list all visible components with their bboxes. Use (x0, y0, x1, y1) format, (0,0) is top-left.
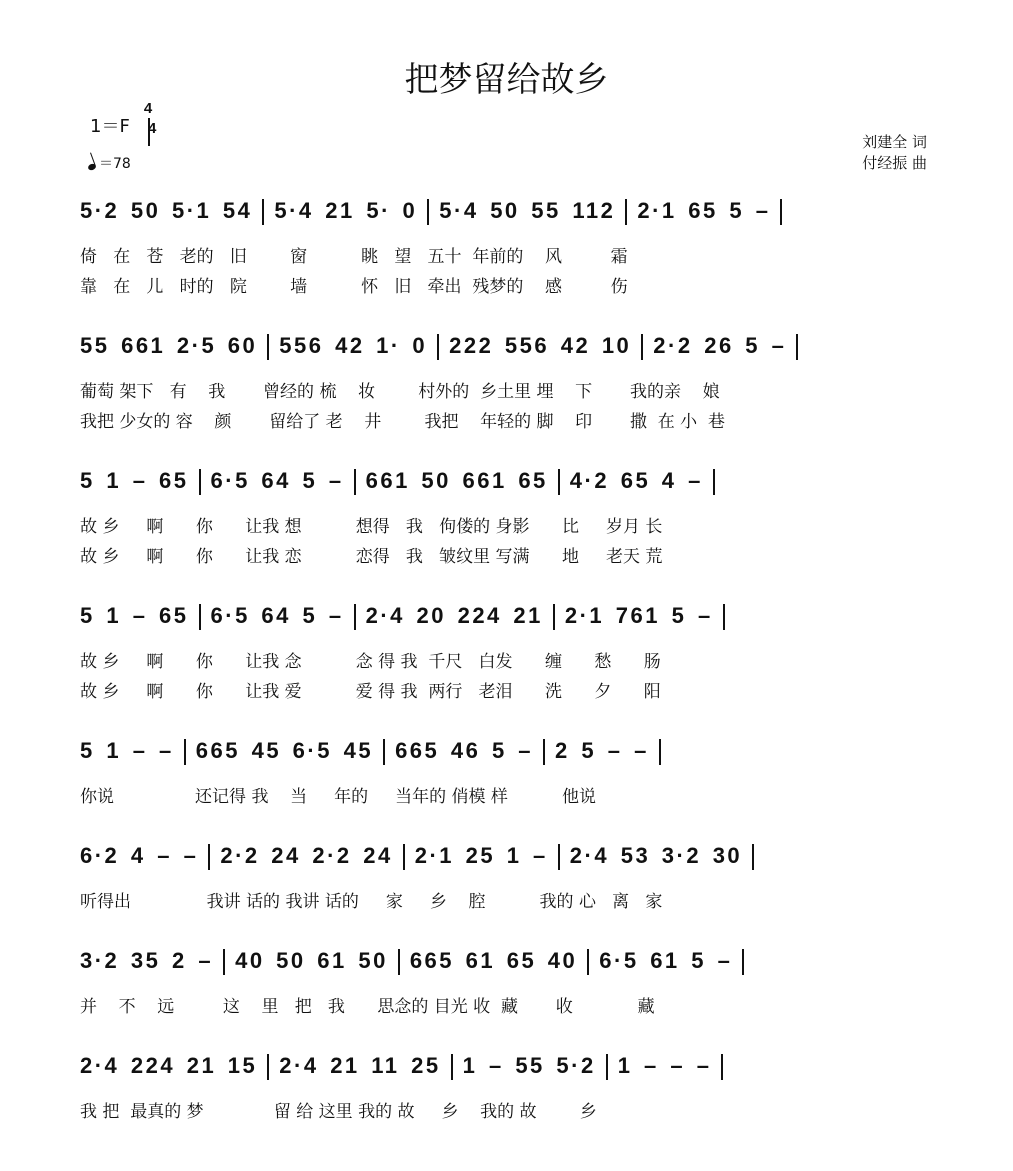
lyric-verse-1: 故 乡 啊 你 让我 念 念 得 我 千尺 白发 缠 愁 肠 (80, 652, 661, 672)
measure: 1 – 55 5·2 (462, 1053, 596, 1078)
barline (354, 604, 356, 630)
barline (543, 739, 545, 765)
barline (199, 604, 201, 630)
measure: 2·2 26 5 – (653, 333, 787, 358)
measure: 2·1 25 1 – (414, 843, 548, 868)
quarter-note-icon (87, 163, 97, 171)
barline (267, 1054, 269, 1080)
notation-line (80, 468, 935, 495)
measure: 556 42 1· 0 (279, 333, 428, 358)
time-signature (138, 100, 158, 146)
barline (625, 199, 627, 225)
lyric-line: 你说 还记得 我 当 年的 当年的 俏模 样 他说 (80, 787, 596, 807)
tempo-value: ＝78 (99, 156, 131, 172)
barline (796, 334, 798, 360)
notation-line (80, 333, 935, 360)
measure: 2·4 20 224 21 (365, 603, 543, 628)
barline (354, 469, 356, 495)
barline (383, 739, 385, 765)
measure: 2·1 761 5 – (564, 603, 713, 628)
measure: 665 61 65 40 (409, 948, 578, 973)
lyricist: 刘建全 词 (862, 133, 927, 151)
measure: 5 1 – 65 (80, 468, 189, 493)
measure: 40 50 61 50 (235, 948, 388, 973)
barline (199, 469, 201, 495)
barline (713, 469, 715, 495)
barline (208, 844, 210, 870)
measure: 6·5 61 5 – (599, 948, 733, 973)
measure: 55 661 2·5 60 (80, 333, 258, 358)
barline (752, 844, 754, 870)
measure: 2·1 65 5 – (637, 198, 771, 223)
measure: 5·4 50 55 112 (439, 198, 616, 223)
barline (780, 199, 782, 225)
barline (587, 949, 589, 975)
tempo-marking (88, 153, 131, 173)
measure: 4·2 65 4 – (569, 468, 703, 493)
key-signature: 1＝F (90, 116, 130, 137)
barline (558, 844, 560, 870)
measure: 2·4 21 11 25 (279, 1053, 441, 1078)
barline (553, 604, 555, 630)
final-barline (721, 1054, 723, 1080)
measure: 5·2 50 5·1 54 (80, 198, 253, 223)
measure: 222 556 42 10 (449, 333, 632, 358)
measure: 2·4 53 3·2 30 (569, 843, 743, 868)
repeat-barline (723, 604, 725, 630)
lyric-line: 听得出 我讲 话的 我讲 话的 家 乡 腔 我的 心 离 家 (80, 892, 663, 912)
notation-line (80, 603, 935, 630)
lyric-verse-2: 我把 少女的 容 颜 留给了 老 井 我把 年轻的 脚 印 撒 在 小 巷 (80, 412, 725, 432)
barline (262, 199, 264, 225)
barline (403, 844, 405, 870)
barline (742, 949, 744, 975)
barline (606, 1054, 608, 1080)
lyric-verse-1: 葡萄 架下 有 我 曾经的 梳 妆 村外的 乡土里 埋 下 我的亲 娘 (80, 382, 720, 402)
barline (659, 739, 661, 765)
measure: 6·2 4 – – (80, 843, 199, 868)
notation-line (80, 198, 935, 225)
barline (184, 739, 186, 765)
lyric-verse-2: 故 乡 啊 你 让我 爱 爱 得 我 两行 老泪 洗 夕 阳 (80, 682, 661, 702)
notation-line (80, 843, 935, 870)
barline (398, 949, 400, 975)
measure: 661 50 661 65 (365, 468, 548, 493)
lyric-verse-1: 故 乡 啊 你 让我 想 想得 我 佝偻的 身影 比 岁月 长 (80, 517, 663, 537)
measure: 665 46 5 – (395, 738, 534, 763)
barline (427, 199, 429, 225)
lyric-verse-2: 故 乡 啊 你 让我 恋 恋得 我 皱纹里 写满 地 老天 荒 (80, 547, 663, 567)
measure: 5 1 – 65 (80, 603, 189, 628)
measure: 6·5 64 5 – (210, 468, 344, 493)
measure: 5·4 21 5· 0 (274, 198, 418, 223)
barline (451, 1054, 453, 1080)
barline (641, 334, 643, 360)
time-signature-bottom: 4 (148, 118, 150, 146)
composer: 付经振 曲 (862, 154, 927, 172)
measure: 2·4 224 21 15 (80, 1053, 258, 1078)
lyric-line: 并 不 远 这 里 把 我 思念的 目光 收 藏 收 藏 (80, 997, 655, 1017)
barline (267, 334, 269, 360)
measure: 2 5 – – (555, 738, 649, 763)
barline (223, 949, 225, 975)
measure: 6·5 64 5 – (210, 603, 344, 628)
measure: 2·2 24 2·2 24 (220, 843, 393, 868)
measure: 3·2 35 2 – (80, 948, 214, 973)
lyric-line: 我 把 最真的 梦 留 给 这里 我的 故 乡 我的 故 乡 (80, 1102, 597, 1122)
measure: 665 45 6·5 45 (195, 738, 374, 763)
barline (437, 334, 439, 360)
notation-line (80, 948, 935, 975)
notation-line (80, 738, 935, 765)
lyric-verse-1: 倚 在 苍 老的 旧 窗 眺 望 五十 年前的 风 霜 (80, 247, 628, 267)
measure: 1 – – – (617, 1053, 712, 1078)
lyric-verse-2: 靠 在 儿 时的 院 墙 怀 旧 牵出 残梦的 感 伤 (80, 277, 628, 297)
credits (862, 132, 927, 174)
measure: 5 1 – – (80, 738, 174, 763)
song-title: 把梦留给故乡 (404, 60, 609, 100)
barline (558, 469, 560, 495)
time-signature-top: 4 (143, 100, 153, 117)
notation-line (80, 1053, 935, 1080)
